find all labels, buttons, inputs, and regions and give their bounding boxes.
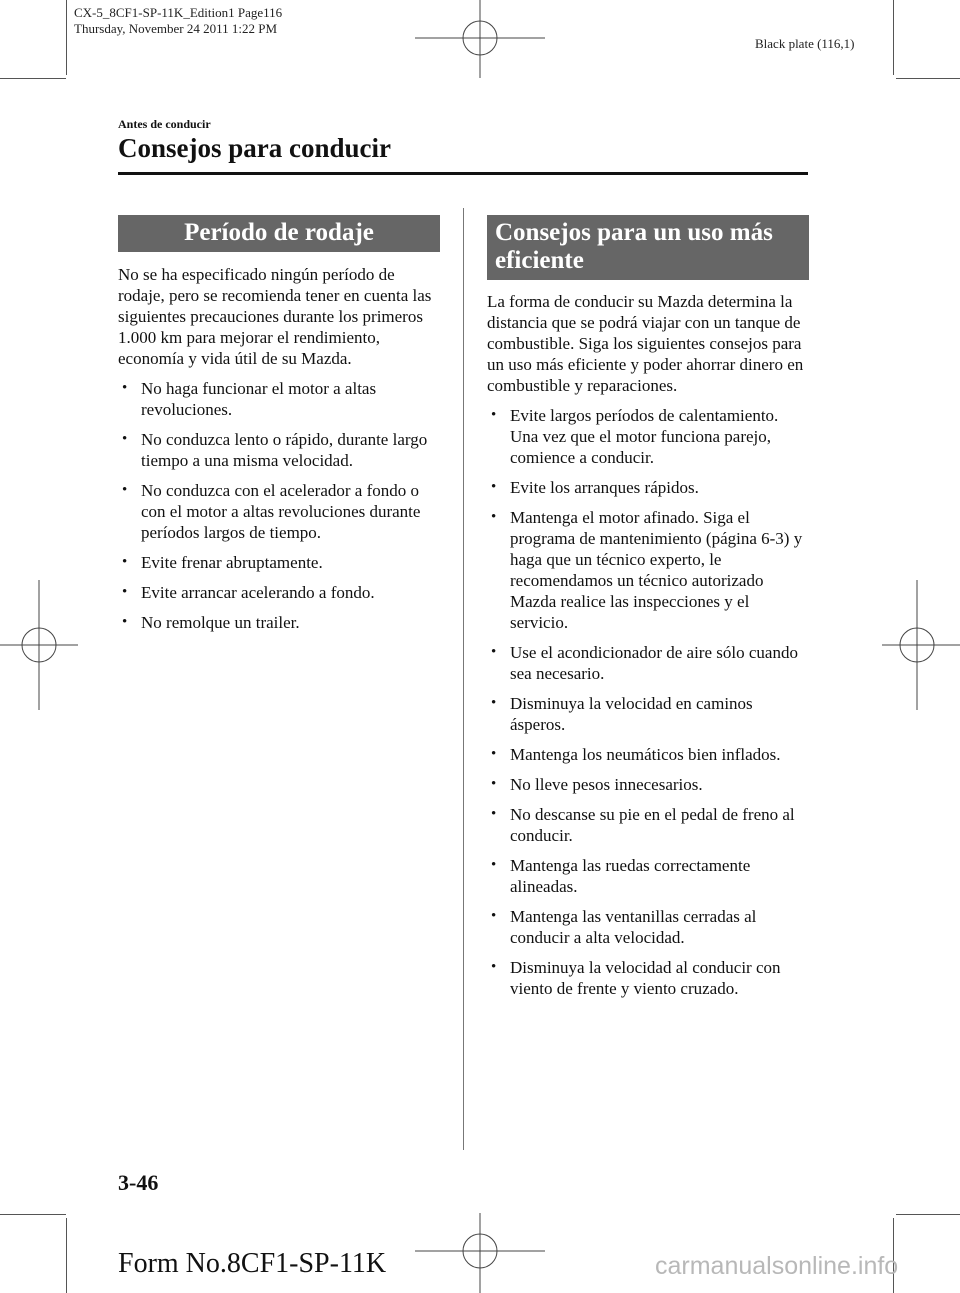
bullet-icon: • [491,695,497,711]
list-item-text: Evite los arranques rápidos. [510,478,699,497]
list-item [487,693,809,735]
list-item [487,774,809,795]
list-item-text: No remolque un trailer. [141,613,300,632]
section-heading-efficiency [487,215,809,280]
list-item [487,855,809,897]
section-heading-break-in [118,215,440,252]
list-item-text: Mantenga los neumáticos bien inflados. [510,745,781,764]
bullet-icon: • [491,407,497,423]
list-item [118,429,440,471]
form-number: Form No.8CF1-SP-11K [118,1248,387,1279]
bullet-icon: • [491,857,497,873]
page-number: 3-46 [118,1170,159,1195]
bullet-icon: • [122,380,128,396]
list-item [487,477,809,498]
list-item-text: Disminuya la velocidad al conducir con viento de frente y viento cruzado. [510,958,781,998]
crop-mark [0,1214,66,1215]
list-item [487,744,809,765]
list-item-text: No haga funcionar el motor a altas revoluciones. [141,379,377,419]
bullet-list [118,378,440,633]
list-item-text: Use el acondicionador de aire sólo cuando sea necesario. [510,643,798,683]
list-item-text: Mantenga las ruedas correctamente alineadas. [510,856,751,896]
bullet-icon: • [491,959,497,975]
list-item [487,906,809,948]
heading-text: Período de rodaje [184,219,374,246]
bullet-icon: • [491,509,497,525]
crop-mark [66,1218,67,1293]
list-item-text: No lleve pesos innecesarios. [510,775,703,794]
page-title: Consejos para conducir [118,133,392,163]
bullet-icon: • [122,614,128,630]
list-item-text: Evite frenar abruptamente. [141,553,323,572]
list-item [487,642,809,684]
heading-text: Consejos para un uso más eficiente [495,219,773,274]
registration-mark-right [880,580,960,710]
watermark: carmanualsonline.info [655,1252,899,1280]
list-item-text: Evite arrancar acelerando a fondo. [141,583,375,602]
registration-mark-bottom [415,1213,545,1293]
crop-mark [0,78,66,79]
column-divider [463,208,464,1150]
file-info-line2: Thursday, November 24 2011 1:22 PM [74,21,278,36]
right-column [487,215,809,999]
bullet-icon: • [491,908,497,924]
crop-mark [896,78,960,79]
left-column [118,215,440,633]
intro-paragraph: No se ha especificado ningún período de rodaje, pero se recomienda tener en cuenta las siguientes precauciones durante los primeros 1.000 km para mejorar el rendimiento, economía y vida útil de su Mazda. [118,265,432,368]
list-item-text: Mantenga el motor afinado. Siga el programa de mantenimiento (página 6-3) y haga que un técnico experto, le recomendamos un técnico autorizado Mazda realice las inspecciones y el servicio. [510,508,803,632]
intro-paragraph: La forma de conducir su Mazda determina la distancia que se podrá viajar con un tanque de combustible. Siga los siguientes consejos para un uso más eficiente y poder ahorrar dinero en combustible y reparaciones. [487,292,804,395]
list-item [118,612,440,633]
bullet-icon: • [491,644,497,660]
list-item-text: No conduzca con el acelerador a fondo o con el motor a altas revoluciones durante períodos largos de tiempo. [141,481,421,542]
list-item-text: Mantenga las ventanillas cerradas al conducir a alta velocidad. [510,907,757,947]
bullet-icon: • [491,746,497,762]
crop-mark [893,0,894,75]
title-rule [118,172,808,175]
list-item [487,507,809,633]
list-item [487,804,809,846]
bullet-icon: • [122,482,128,498]
list-item [118,582,440,603]
section-label: Antes de conducir [118,117,211,131]
file-info-line1: CX-5_8CF1-SP-11K_Edition1 Page116 [74,5,283,20]
list-item-text: No conduzca lento o rápido, durante largo tiempo a una misma velocidad. [141,430,428,470]
list-item [118,552,440,573]
list-item [118,480,440,543]
list-item [118,378,440,420]
bullet-icon: • [491,776,497,792]
bullet-icon: • [491,806,497,822]
list-item [487,957,809,999]
crop-mark [896,1214,960,1215]
list-item-text: Disminuya la velocidad en caminos ásperos. [510,694,753,734]
bullet-list [487,405,809,999]
plate-label: Black plate (116,1) [755,36,855,51]
crop-mark [66,0,67,75]
list-item [487,405,809,468]
file-info [74,5,282,37]
bullet-icon: • [122,554,128,570]
list-item-text: Evite largos períodos de calentamiento. Una vez que el motor funciona parejo, comience a conducir. [510,406,779,467]
bullet-icon: • [122,584,128,600]
list-item-text: No descanse su pie en el pedal de freno al conducir. [510,805,795,845]
registration-mark-top [415,0,545,80]
bullet-icon: • [491,479,497,495]
registration-mark-left [0,580,80,710]
bullet-icon: • [122,431,128,447]
